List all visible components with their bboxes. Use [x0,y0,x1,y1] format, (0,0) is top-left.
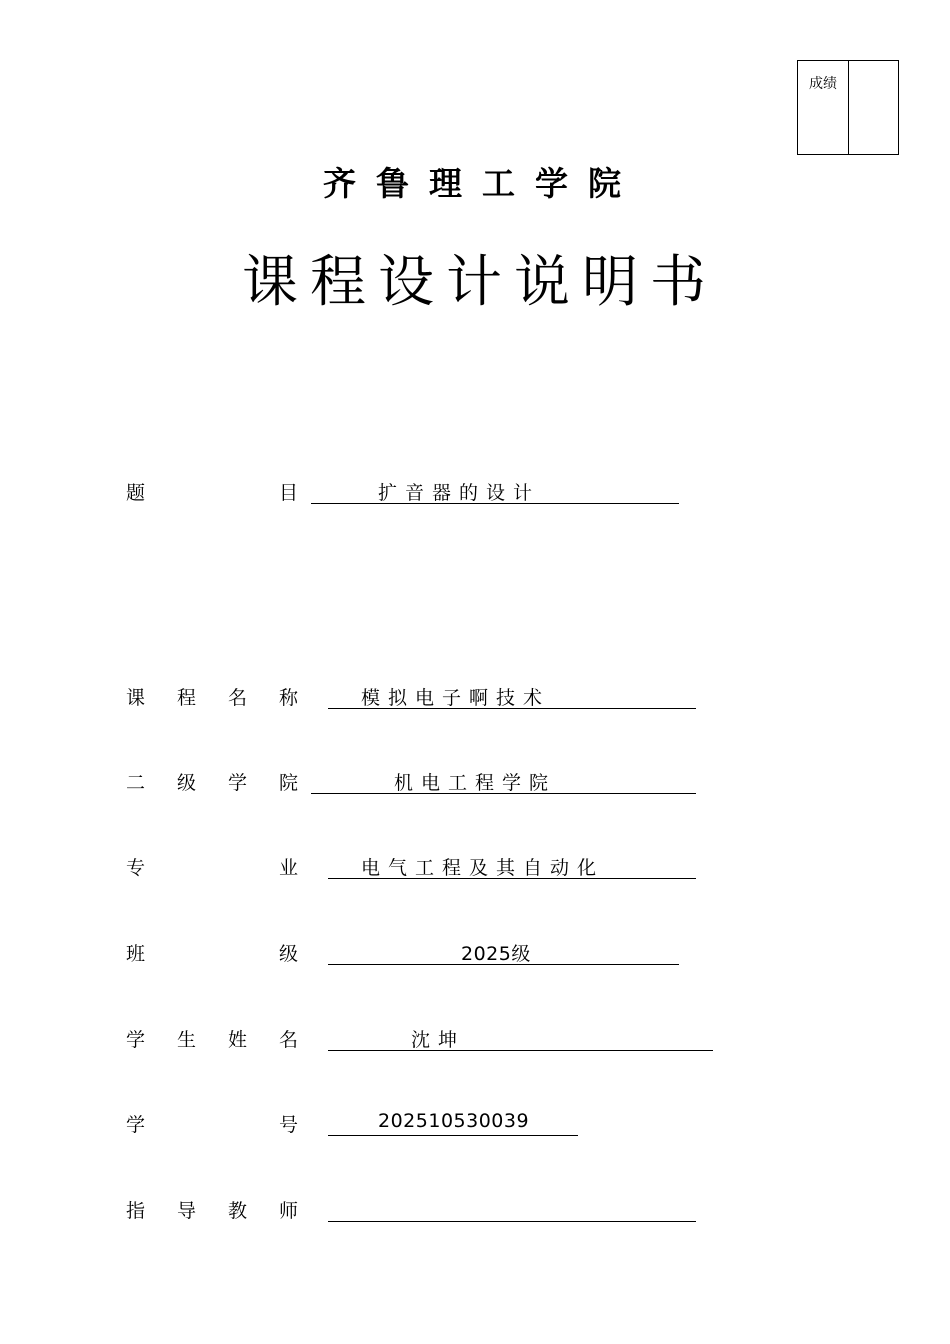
field-college-value: 机电工程学院 [394,772,557,794]
field-topic-label: 题 目 [126,482,298,504]
field-major-label: 专 业 [126,857,298,879]
field-student-id-label: 学 号 [126,1114,298,1136]
field-topic-value: 扩音器的设计 [378,482,541,504]
field-student-id-value: 202510530039 [378,1110,530,1132]
field-advisor-line[interactable] [328,1196,696,1222]
score-label: 成绩 [798,61,849,154]
document-title: 课程设计说明书 [242,250,718,315]
field-student-name-label: 学 生 姓 名 [126,1029,298,1051]
field-course-name-label: 课 程 名 称 [126,687,298,709]
field-class-value: 2025级 [461,943,531,965]
score-box [797,60,899,155]
field-student-name-value: 沈坤 [411,1029,466,1051]
field-course-name-value: 模拟电子啊技术 [361,687,551,709]
field-advisor-label: 指 导 教 师 [126,1200,298,1222]
field-college-label: 二 级 学 院 [126,772,298,794]
score-value[interactable] [849,61,898,154]
field-class-label: 班 级 [126,943,298,965]
school-name: 齐鲁理工学院 [323,164,641,203]
field-major-value: 电气工程及其自动化 [361,857,605,879]
field-student-name-line[interactable] [328,1025,713,1051]
